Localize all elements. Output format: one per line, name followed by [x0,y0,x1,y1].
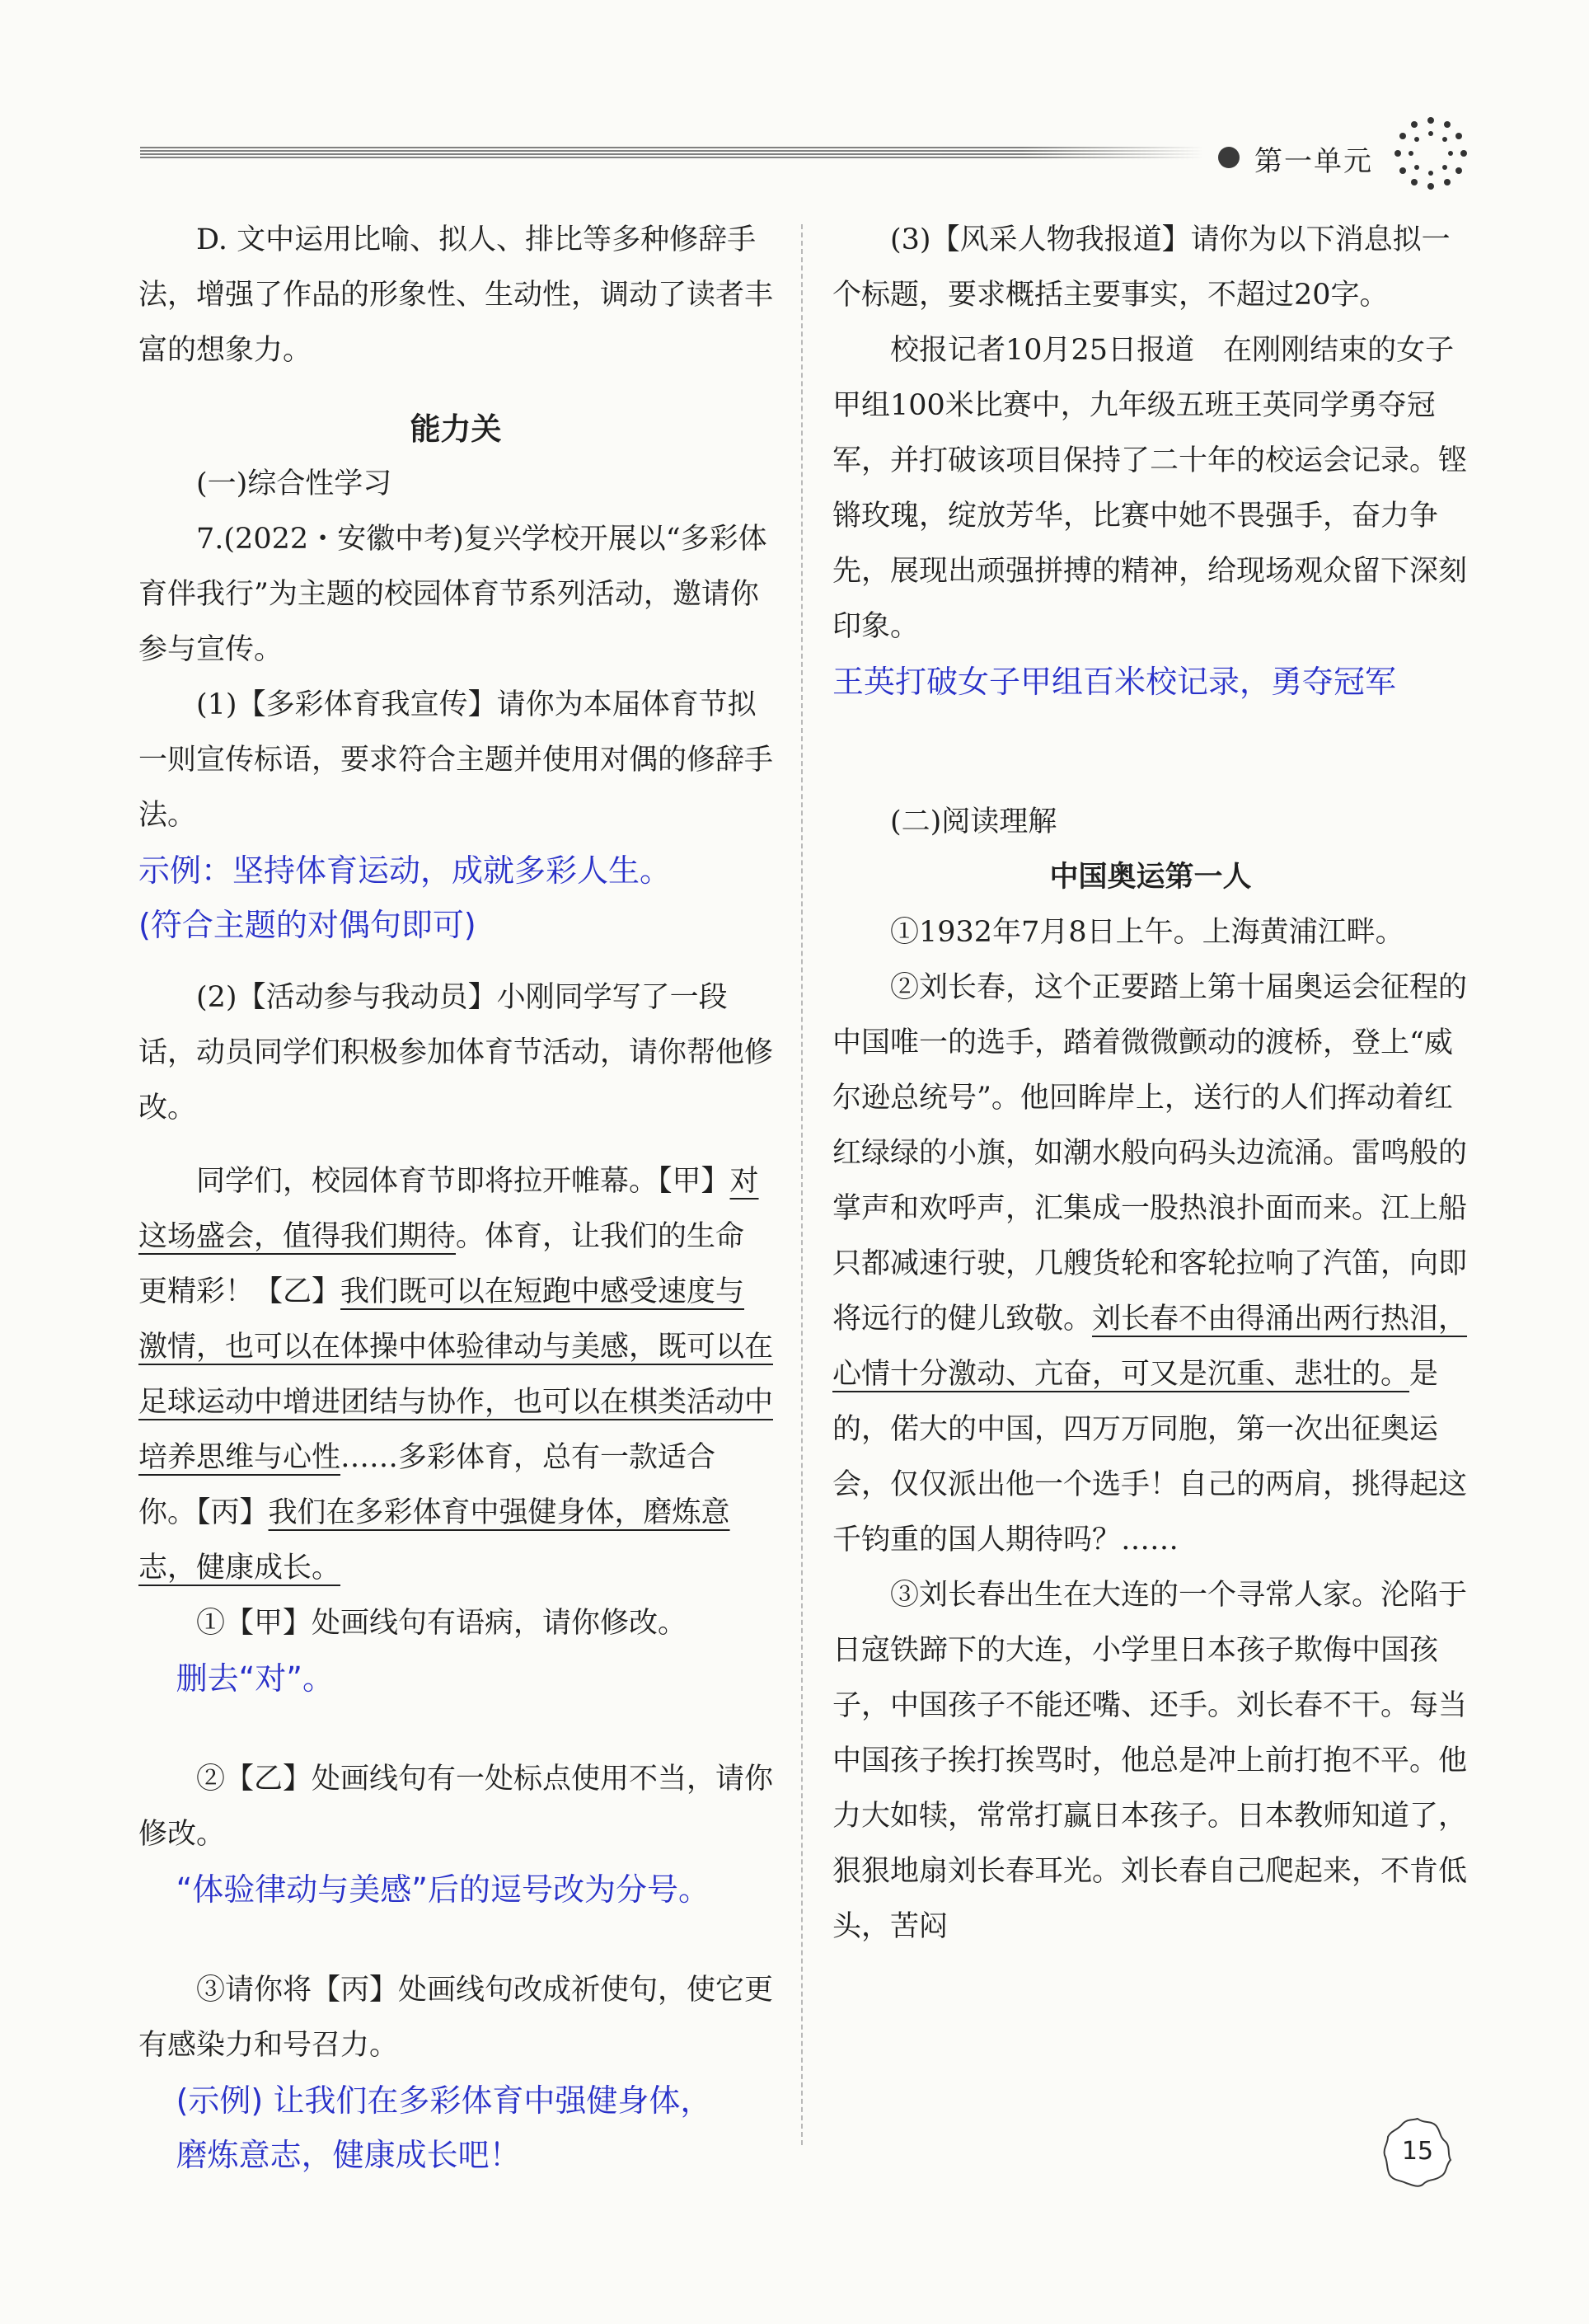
column-divider [801,224,804,2145]
answer-1-line-2: (符合主题的对偶句即可) [138,907,476,943]
left-column [138,213,773,2182]
article-paragraph-3: ③刘长春出生在大连的一个寻常人家。沦陷于日寇铁蹄下的大连，小学里日本孩子欺侮中国孩子，中国孩子不能还嘴、还手。刘长春不干。每当中国孩子挨打挨骂时，他总是冲上前打抱不平。他力大如犊，常常打赢日本孩子。日本教师知道了，狠狠地扇刘长春耳光。刘长春自己爬起来，不肯低头，苦闷 [832,1579,1468,1943]
question-7-1: (1)【多彩体育我宣传】请你为本届体育节拟一则宣传标语，要求符合主题并使用对偶的修辞手法。 [138,688,774,832]
header-rule [140,147,1203,160]
passage-paragraph [138,1154,773,1596]
unit-title: 第一单元 [1254,145,1373,178]
sub-question-2: ②【乙】处画线句有一处标点使用不当，请你修改。 [138,1763,774,1851]
answer-1-line-1: 示例：坚持体育运动，成就多彩人生。 [138,852,672,889]
underlined-sentence-yi: 我们既可以在短跑中感受速度与激情，也可以在体操中体验律动与美感，既可以在足球运动中增进团结与协作，也可以在棋类活动中培养思维与心性 [138,1275,774,1474]
article-text: 是的，偌大的中国，四万万同胞，第一次出征奥运会，仅仅派出他一个选手！自己的两肩，挑得起这千钧重的国人期待吗？…… [832,1358,1468,1556]
answer-sub-1: 删去“对”。 [176,1660,334,1697]
unit-bullet-icon [1218,147,1240,168]
page-number: 15 [1401,2137,1434,2166]
news-report: 校报记者10月25日报道 在刚刚结束的女子甲组100米比赛中，九年级五班王英同学勇夺冠军，并打破该项目保持了二十年的校运会记录。铿锵玫瑰，绽放芳华，比赛中她不畏强手，奋力争先，展现出顽强拼搏的精神，给现场观众留下深刻印象。 [832,334,1468,643]
article-text: ②刘长春，这个正要踏上第十届奥运会征程的中国唯一的选手，踏着微微颤动的渡桥，登上“威尔逊总统号”。他回眸岸上，送行的人们挥动着红红绿绿的小旗，如潮水般向码头边流涌。雷鸣般的掌声和欢呼声，汇集成一股热浪扑面而来。江上船只都减速行驶，几艘货轮和客轮拉响了汽笛，向即将远行的健儿致敬。 [832,971,1468,1336]
passage-text: 。体育，让我们的生命更精彩！【乙】 [138,1220,745,1308]
subsection-heading: (一)综合性学习 [196,467,392,500]
sub-question-1: ①【甲】处画线句有语病，请你修改。 [196,1607,687,1640]
underlined-sentence: 刘长春不由得涌出两行热泪，心情十分激动、亢奋，可又是沉重、悲壮的。 [832,1303,1468,1391]
article-title: 中国奥运第一人 [1049,861,1252,894]
question-7-3: (3)【风采人物我报道】请你为以下消息拟一个标题，要求概括主要事实，不超过20字。 [832,223,1451,312]
subsection-heading: (二)阅读理解 [890,805,1057,838]
article-paragraph-2 [832,960,1469,1568]
option-d: D. 文中运用比喻、拟人、排比等多种修辞手法，增强了作品的形象性、生动性，调动了读者丰富的想象力。 [138,223,774,367]
answer-sub-3-line-1: (示例) 让我们在多彩体育中强健身体， [176,2082,712,2119]
sub-question-3: ③请你将【丙】处画线句改成祈使句，使它更有感染力和号召力。 [138,1974,774,2062]
answer-sub-2: “体验律动与美感”后的逗号改为分号。 [176,1871,710,1908]
question-7-2: (2)【活动参与我动员】小刚同学写了一段话，动员同学们积极参加体育节活动，请你帮他修改。 [138,981,774,1124]
section-title: 能力关 [410,411,502,447]
passage-text: ……多彩体育，总有一款适合你。【丙】 [138,1441,716,1529]
underlined-sentence-jia: 对这场盛会，值得我们期待 [138,1165,759,1253]
passage-text: 同学们，校园体育节即将拉开帷幕。【甲】 [196,1165,730,1198]
right-column [832,213,1469,1955]
article-paragraph-1: ①1932年7月8日上午。上海黄浦江畔。 [890,916,1404,949]
question-7: 7.(2022・安徽中考)复兴学校开展以“多彩体育伴我行”为主题的校园体育节系列活动，邀请你参与宣传。 [138,523,767,666]
underlined-sentence-bing: 我们在多彩体育中强健身体，磨炼意志，健康成长。 [138,1496,730,1585]
answer-headline: 王英打破女子甲组百米校记录，勇夺冠军 [832,664,1397,700]
answer-sub-3-line-2: 磨炼意志，健康成长吧！ [176,2137,521,2173]
sun-ornament-icon [1393,115,1469,191]
